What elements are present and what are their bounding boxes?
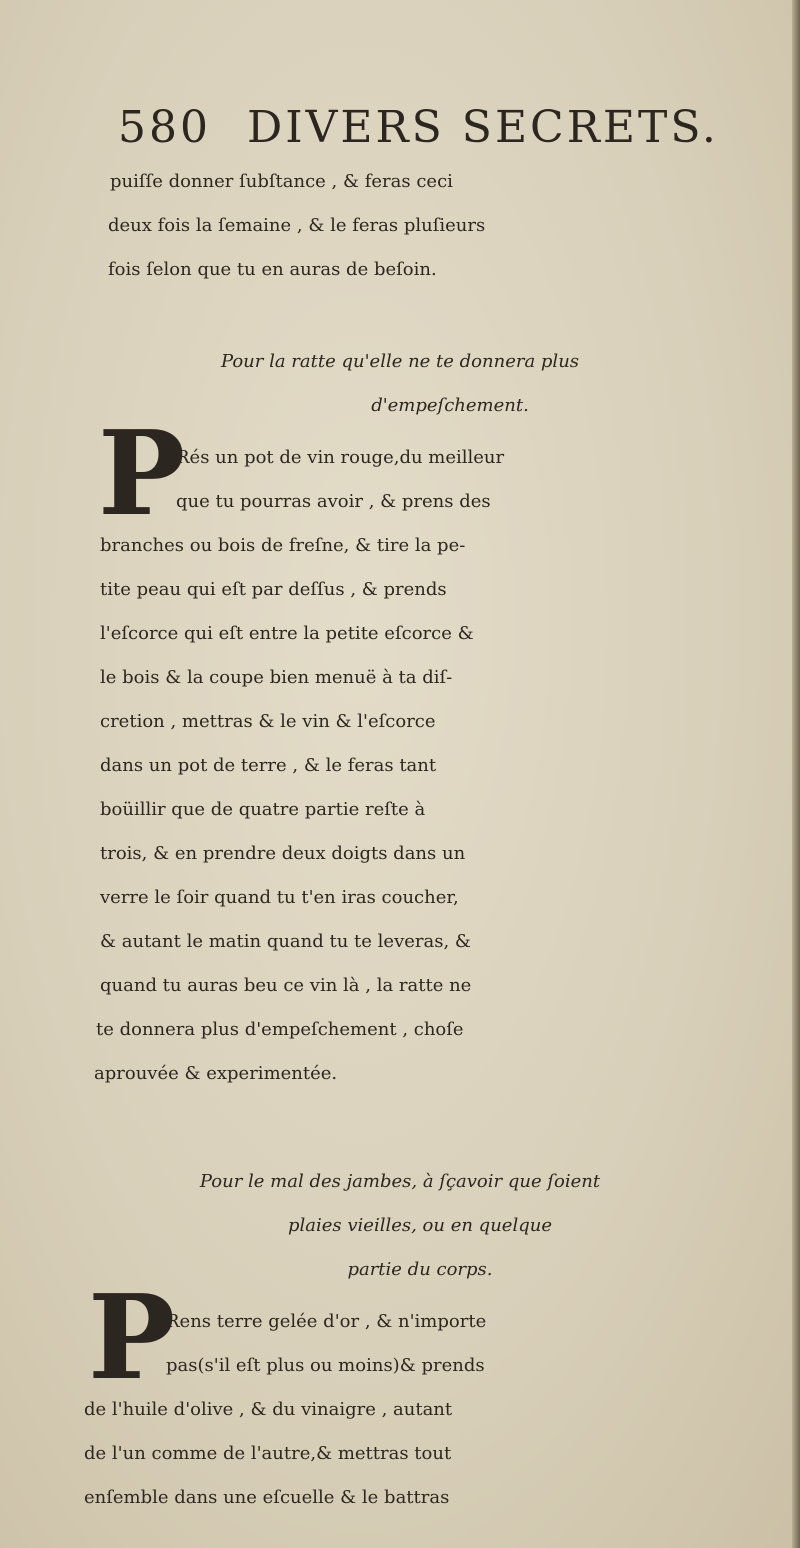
text-line: tite peau qui eſt par deſſus , & prends xyxy=(100,579,447,600)
drop-cap: P xyxy=(88,1270,176,1406)
text-line: Rens terre gelée d'or , & n'importe xyxy=(166,1311,487,1332)
text-line: quand tu auras beu ce vin là , la ratte ne xyxy=(100,975,472,996)
section-title: Pour la ratte qu'elle ne te donnera plus xyxy=(220,351,580,372)
text-line: boüillir que de quatre partie reſte à xyxy=(100,799,426,820)
text-line: enſemble dans une eſcuelle & le battras xyxy=(84,1487,450,1508)
text-line: & autant le matin quand tu te leveras, & xyxy=(100,931,471,952)
section-title: Pour le mal des jambes, à ſçavoir que ſoient xyxy=(199,1171,601,1192)
text-line: que tu pourras avoir , & prens des xyxy=(176,491,491,512)
text-line: pas(s'il eſt plus ou moins)& prends xyxy=(166,1355,485,1376)
text-line: fois ſelon que tu en auras de beſoin. xyxy=(108,259,437,280)
text-line: le bois & la coupe bien menuë à ta diſ- xyxy=(100,667,453,688)
running-title: DIVERS SECRETS. xyxy=(246,102,719,153)
text-line: cretion , mettras & le vin & l'eſcorce xyxy=(100,711,436,732)
text-line: l'eſcorce qui eſt entre la petite eſcorce & xyxy=(100,623,474,644)
running-header xyxy=(118,100,719,156)
text-line: de l'un comme de l'autre,& mettras tout xyxy=(84,1443,452,1464)
text-line: deux fois la ſemaine , & le feras pluſieurs xyxy=(108,215,486,236)
drop-cap: P xyxy=(98,406,186,542)
text-line: trois, & en prendre deux doigts dans un xyxy=(100,843,466,864)
section-title: partie du corps. xyxy=(347,1259,493,1280)
text-line: verre le ſoir quand tu t'en iras coucher, xyxy=(100,887,459,908)
text-line: de l'huile d'olive , & du vinaigre , autant xyxy=(84,1399,453,1420)
section-title: d'empeſchement. xyxy=(371,395,529,416)
text-line: branches ou bois de freſne, & tire la pe- xyxy=(100,535,466,556)
text-line: aprouvée & experimentée. xyxy=(94,1063,338,1084)
section-title: plaies vieilles, ou en quelque xyxy=(288,1215,552,1236)
text-line: dans un pot de terre , & le feras tant xyxy=(100,755,437,776)
text-line: Rés un pot de vin rouge,du meilleur xyxy=(176,447,505,468)
text-line: te donnera plus d'empeſchement , choſe xyxy=(96,1019,464,1040)
text-line: puiſſe donner ſubſtance , & feras ceci xyxy=(110,171,453,192)
page-number: 580 xyxy=(118,102,211,153)
